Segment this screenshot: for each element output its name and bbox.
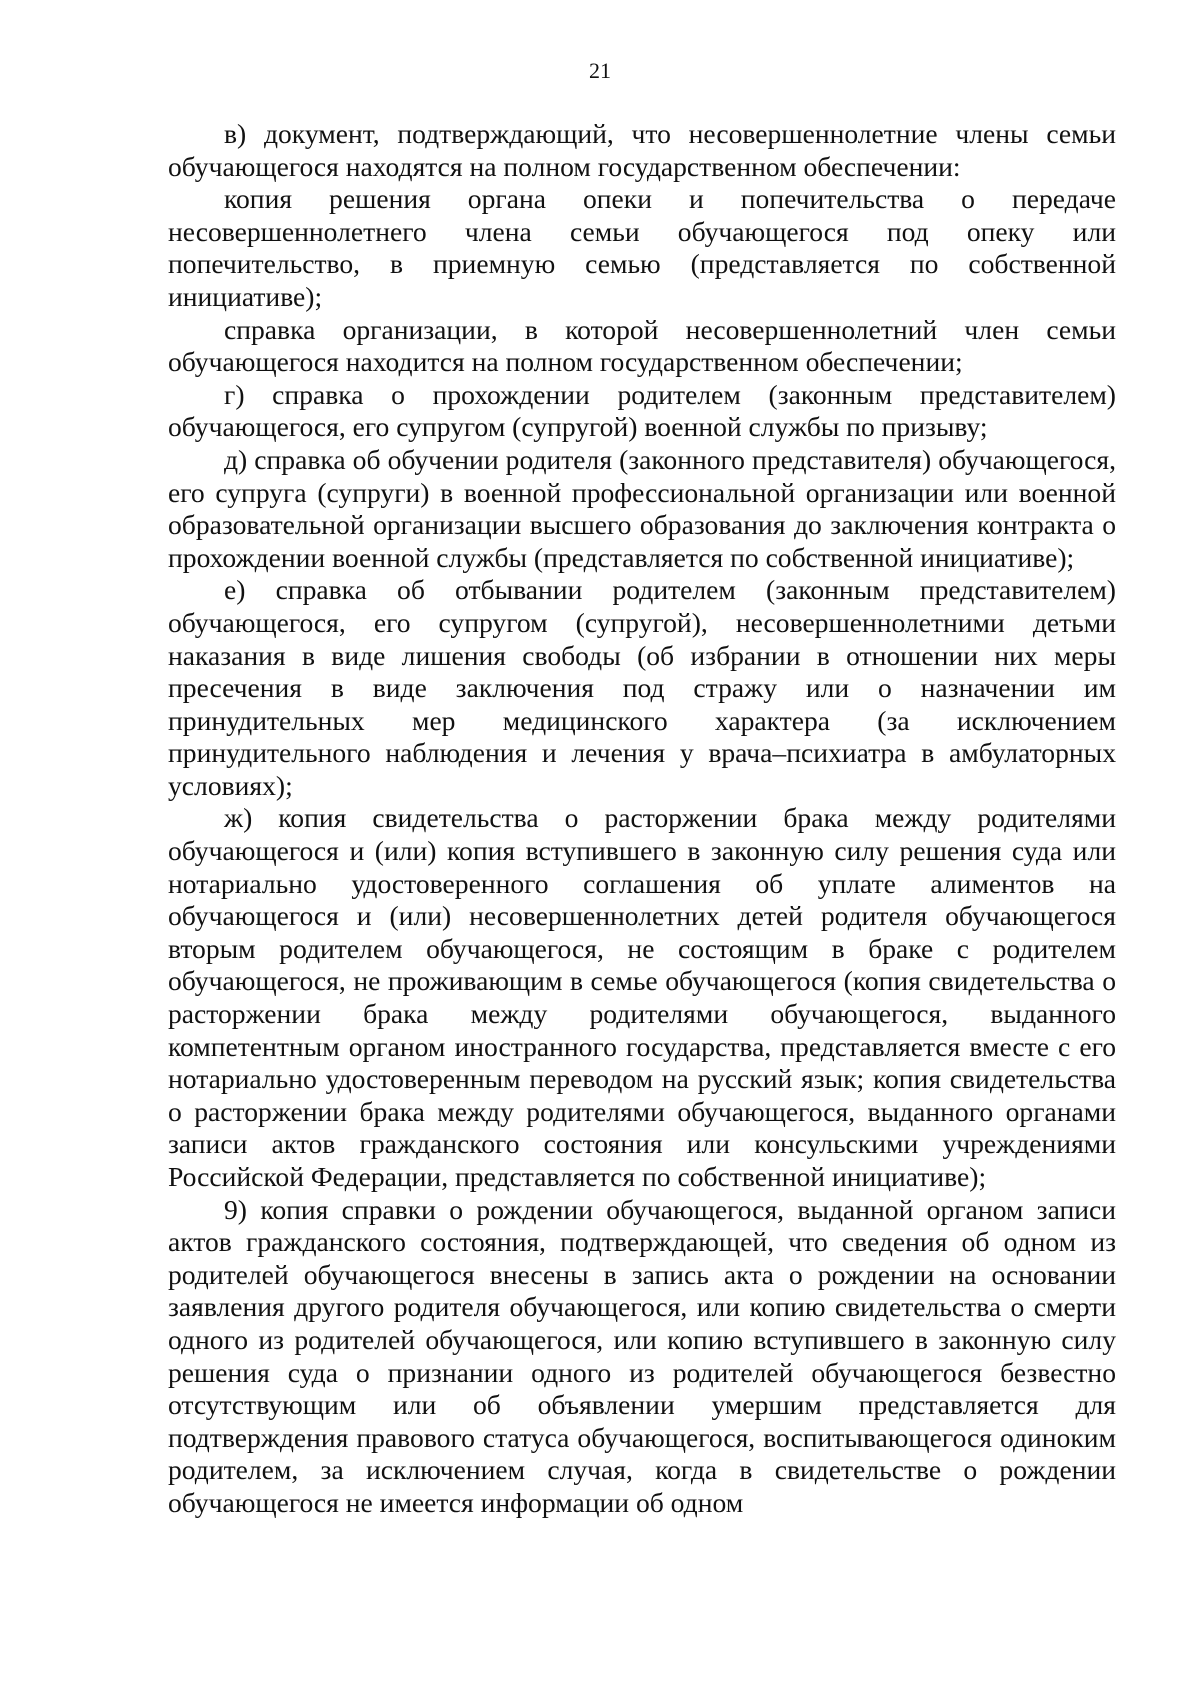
page-number: 21 — [589, 58, 611, 83]
paragraph-9-birth-certificate: 9) копия справки о рождении обучающегося, выданной органом записи актов гражданского состояния, подтверждающей, что сведения об одном из родителей обучающегося внесены в запись акта о рождении на основании заявления другого родителя обучающегося, или копию свидетельства о смерти одного из родителей обучающегося, или копию вступившего в законную силу решения суда о признании одного из родителей обучающегося безвестно отсутствующим или об объявлении умершим представляется для подтверждения правового статуса обучающегося, воспитывающегося одиноким родителем, за исключением случая, когда в свидетельстве о рождении обучающегося не имеется информации об одном — [168, 1193, 1116, 1518]
paragraph-g-military-service: г) справка о прохождении родителем (законным представителем) обучающегося, его супругом (супругой) военной службы по призыву; — [168, 378, 1116, 443]
paragraph-d-military-education: д) справка об обучении родителя (законного представителя) обучающегося, его супруга (супруги) в военной профессиональной организации или военной образовательной организации высшего образования до заключения контракта о прохождении военной службы (представляется по собственной инициативе); — [168, 443, 1116, 573]
document-body — [168, 118, 1116, 1520]
paragraph-v-document: в) документ, подтверждающий, что несовершеннолетние члены семьи обучающегося находятся на полном государственном обеспечении: — [168, 118, 1116, 182]
paragraph-e-imprisonment: е) справка об отбывании родителем (законным представителем) обучающегося, его супругом (супругой), несовершеннолетними детьми наказания в виде лишения свободы (об избрании в отношении них меры пресечения в виде заключения под стражу или о назначении им принудительных мер медицинского характера (за исключением принудительного наблюдения и лечения у врача–психиатра в амбулаторных условиях); — [168, 574, 1116, 801]
paragraph-zh-divorce-alimony: ж) копия свидетельства о расторжении брака между родителями обучающегося и (или) копия вступившего в законную силу решения суда или нотариально удостоверенного соглашения об уплате алиментов на обучающегося и (или) несовершеннолетних детей родителя обучающегося вторым родителем обучающегося, не состоящим в браке с родителем обучающегося, не проживающим в семье обучающегося (копия свидетельства о расторжении брака между родителями обучающегося, выданного компетентным органом иностранного государства, представляется вместе с его нотариально удостоверенным переводом на русский язык; копия свидетельства о расторжении брака между родителями обучающегося, выданного органами записи актов гражданского состояния или консульскими учреждениями Российской Федерации, представляется по собственной инициативе); — [168, 802, 1116, 1192]
paragraph-guardianship-decision-copy: копия решения органа опеки и попечительства о передаче несовершеннолетнего члена семьи обучающегося под опеку или попечительство, в приемную семью (представляется по собственной инициативе); — [168, 183, 1116, 312]
paragraph-state-support-certificate: справка организации, в которой несовершеннолетний член семьи обучающегося находится на полном государственном обеспечении; — [168, 313, 1116, 378]
